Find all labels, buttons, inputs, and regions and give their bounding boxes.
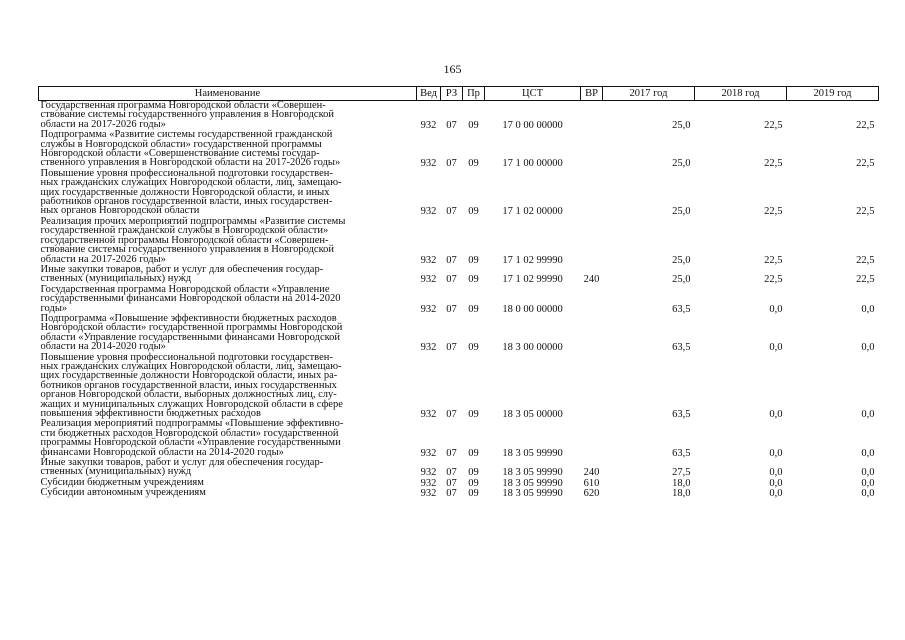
row-vr (581, 314, 603, 353)
row-2018: 22,5 (764, 158, 783, 170)
row-name: Государственная программа Новгородской области «Совершен- ствование системы государственного управления в Новгородской области на 2017-2026 годы» (40, 100, 335, 130)
header-cst: ЦСТ (485, 87, 581, 101)
row-2019: 0,0 (861, 342, 875, 354)
row-cst: 18 3 05 00000 (502, 409, 563, 420)
row-2018: 0,0 (769, 342, 783, 354)
row-pr: 09 (468, 274, 479, 286)
row-2018: 0,0 (769, 477, 783, 489)
row-vr: 620 (583, 488, 600, 500)
row-ved: 932 (420, 467, 437, 479)
row-ved: 932 (420, 206, 437, 218)
row-2017: 25,0 (672, 158, 691, 170)
row-rz: 07 (446, 467, 457, 479)
row-name: Подпрограмма «Развитие системы государственной гражданской службы в Новгородской области» государственной программы Новгородской области «Совершенствование системы государ- ственного управления в Новгородской области на 2017-2026 годы» (40, 129, 341, 169)
row-rz: 07 (446, 447, 457, 459)
row-2019: 0,0 (861, 467, 875, 479)
row-name: Повышение уровня профессиональной подготовки государствен- ных гражданских служащих Новгородской области, лиц, замещаю- щих государственные должности Новгородской области, и иных работников органов государственной власти, иных государствен- ных органов Новгородской области (40, 167, 342, 217)
row-pr: 09 (468, 447, 479, 459)
row-pr: 09 (468, 409, 479, 420)
header-name: Наименование (39, 87, 417, 101)
row-vr: 610 (583, 477, 600, 489)
row-2017: 25,0 (672, 274, 691, 286)
row-2018: 22,5 (764, 254, 783, 266)
row-2017: 27,5 (672, 467, 691, 479)
row-pr: 09 (468, 206, 479, 218)
row-2019: 0,0 (861, 303, 875, 315)
row-2018: 0,0 (769, 303, 783, 315)
row-name: Субсидии автономным учреждениям (40, 487, 206, 499)
row-pr: 09 (468, 477, 479, 489)
table-row (39, 265, 879, 285)
row-cst: 17 1 02 99990 (502, 254, 563, 266)
row-vr (581, 217, 603, 265)
row-rz: 07 (446, 119, 457, 131)
row-ved: 932 (420, 409, 437, 420)
row-ved: 932 (420, 342, 437, 354)
row-2018: 0,0 (769, 488, 783, 500)
row-2018: 22,5 (764, 206, 783, 218)
header-ved: Вед (417, 87, 441, 101)
row-ved: 932 (420, 158, 437, 170)
row-rz: 07 (446, 274, 457, 286)
row-2017: 63,5 (672, 409, 691, 420)
row-cst: 18 3 00 00000 (502, 342, 563, 354)
row-2018: 0,0 (769, 467, 783, 479)
header-rz: РЗ (441, 87, 463, 101)
row-2018: 22,5 (764, 274, 783, 286)
table-row (39, 488, 879, 498)
row-vr (581, 130, 603, 169)
row-pr: 09 (468, 303, 479, 315)
row-pr: 09 (468, 467, 479, 479)
header-pr: Пр (463, 87, 485, 101)
row-2017: 18,0 (672, 477, 691, 489)
row-name: Подпрограмма «Повышение эффективности бюджетных расходов Новгородской области» государственной программы Новгородской области «Управление государственными финансами Новгородской области на 2014-2020 годы» (40, 312, 343, 353)
row-vr (581, 285, 603, 314)
table-row (39, 101, 879, 131)
row-pr: 09 (468, 119, 479, 131)
row-2017: 63,5 (672, 342, 691, 354)
table-body (39, 101, 879, 499)
row-vr (581, 419, 603, 458)
row-2019: 0,0 (861, 488, 875, 500)
row-cst: 18 3 05 99990 (502, 477, 563, 489)
row-rz: 07 (446, 488, 457, 500)
row-rz: 07 (446, 409, 457, 420)
row-2018: 0,0 (769, 447, 783, 459)
row-rz: 07 (446, 254, 457, 266)
table-row (39, 285, 879, 314)
table-row (39, 130, 879, 169)
row-cst: 18 3 05 99990 (502, 447, 563, 459)
header-2018: 2018 год (695, 87, 787, 101)
row-cst: 17 0 00 00000 (502, 119, 563, 131)
row-name: Государственная программа Новгородской области «Управление государственными финансами Новгородской области на 2014-2020 годы» (40, 283, 341, 314)
row-pr: 09 (468, 158, 479, 170)
row-2017: 63,5 (672, 303, 691, 315)
row-cst: 18 3 05 99990 (502, 467, 563, 479)
row-2018: 0,0 (769, 409, 783, 420)
header-vr: ВР (581, 87, 603, 101)
row-ved: 932 (420, 254, 437, 266)
header-2017: 2017 год (603, 87, 695, 101)
row-ved: 932 (420, 119, 437, 131)
row-ved: 932 (420, 303, 437, 315)
row-rz: 07 (446, 342, 457, 354)
row-name: Субсидии бюджетным учреждениям (40, 476, 204, 488)
row-ved: 932 (420, 477, 437, 489)
budget-table (38, 86, 879, 499)
row-name: Реализация мероприятий подпрограммы «Повышение эффективно- сти бюджетных расходов Новгородской области» государственной программы Новгородской области «Управление государственными финансами Новгородской области на 2014-2020 годы» (40, 418, 344, 458)
row-cst: 18 0 00 00000 (502, 303, 563, 315)
table-row (39, 419, 879, 458)
row-vr: 240 (583, 467, 600, 479)
row-name: Иные закупки товаров, работ и услуг для обеспечения государ- ственных (муниципальных) нужд (40, 263, 324, 285)
row-2019: 22,5 (856, 254, 875, 266)
row-pr: 09 (468, 488, 479, 500)
table-header-row (39, 87, 879, 101)
table-row (39, 169, 879, 217)
row-2017: 18,0 (672, 488, 691, 500)
table-row (39, 353, 879, 420)
table-row (39, 217, 879, 265)
row-pr: 09 (468, 254, 479, 266)
row-vr (581, 101, 603, 131)
row-name: Иные закупки товаров, работ и услуг для обеспечения государ- ственных (муниципальных) нужд (40, 457, 324, 478)
row-pr: 09 (468, 342, 479, 354)
page-number: 165 (443, 62, 462, 76)
row-2019: 0,0 (861, 409, 875, 420)
row-2017: 25,0 (672, 206, 691, 218)
row-2017: 25,0 (672, 254, 691, 266)
header-2019: 2019 год (787, 87, 879, 101)
row-2019: 22,5 (856, 206, 875, 218)
row-name: Повышение уровня профессиональной подготовки государствен- ных гражданских служащих Новгородской области, лиц, замещаю- щих государственные должности Новгородской области, иных ра- ботников органов государственной власти, иных государственных органов Новгородской области, выборных должностных лиц, слу- жащих и муниципальных служащих Новгородской области в сфере повышения эффективности бюджетных расходов (40, 351, 343, 419)
row-ved: 932 (420, 447, 437, 459)
row-2019: 22,5 (856, 274, 875, 286)
row-2019: 22,5 (856, 119, 875, 131)
row-2019: 0,0 (861, 477, 875, 489)
row-2019: 22,5 (856, 158, 875, 170)
row-cst: 17 1 02 00000 (502, 206, 563, 218)
row-rz: 07 (446, 303, 457, 315)
row-2017: 25,0 (672, 119, 691, 131)
row-cst: 18 3 05 99990 (502, 488, 563, 500)
row-rz: 07 (446, 158, 457, 170)
row-rz: 07 (446, 477, 457, 489)
row-rz: 07 (446, 206, 457, 218)
row-vr (581, 169, 603, 217)
row-2018: 22,5 (764, 119, 783, 131)
row-name: Реализация прочих мероприятий подпрограммы «Развитие системы государственной гражданской службы в Новгородской области» государственной программы Новгородской области «Совершен- ствование системы государственного управления в Новгородской области на 2017-2026 годы» (40, 215, 346, 265)
row-2017: 63,5 (672, 447, 691, 459)
row-cst: 17 1 00 00000 (502, 158, 563, 170)
row-ved: 932 (420, 274, 437, 286)
table-row (39, 314, 879, 353)
table-row (39, 458, 879, 478)
row-cst: 17 1 02 99990 (502, 274, 563, 286)
row-vr (581, 353, 603, 420)
row-2019: 0,0 (861, 447, 875, 459)
row-ved: 932 (420, 488, 437, 500)
row-vr: 240 (583, 274, 600, 286)
